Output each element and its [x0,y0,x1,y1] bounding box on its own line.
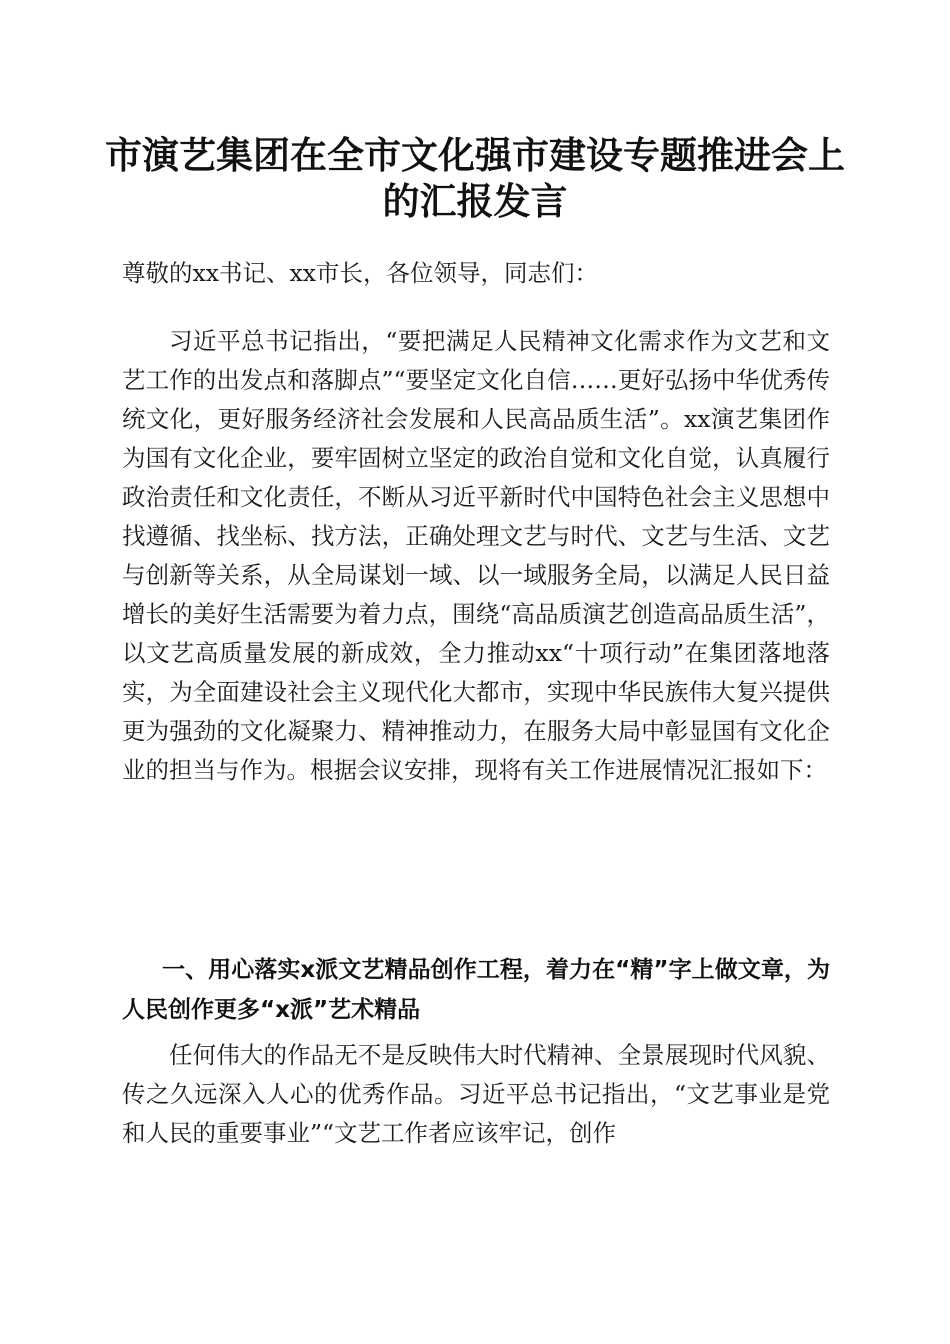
section-heading-1: 一、用心落实x派文艺精品创作工程，着力在“精”字上做文章，为人民创作更多“x派”艺术精品 [122,957,830,1023]
section-1-paragraph: 任何伟大的作品无不是反映伟大时代精神、全景展现时代风貌、传之久远深入人心的优秀作品。习近平总书记指出，“文艺事业是党和人民的重要事业”“文艺工作者应该牢记，创作 [122,1041,830,1147]
salutation: 尊敬的xx书记、xx市长，各位领导，同志们： [122,259,599,287]
document-title: 市演艺集团在全市文化强市建设专题推进会上的汇报发言 [105,133,845,223]
intro-paragraph: 习近平总书记指出，“要把满足人民精神文化需求作为文艺和文艺工作的出发点和落脚点”“要坚定文化自信……更好弘扬中华优秀传统文化，更好服务经济社会发展和人民高品质生活”。xx演艺集团作为国有文化企业，要牢固树立坚定的政治自觉和文化自觉，认真履行政治责任和文化责任，不断从习近平新时代中国特色社会主义思想中找遵循、找坐标、找方法，正确处理文艺与时代、文艺与生活、文艺与创新等关系，从全局谋划一域、以一域服务全局，以满足人民日益增长的美好生活需要为着力点，围绕“高品质演艺创造高品质生活”，以文艺高质量发展的新成效，全力推动xx“十项行动”在集团落地落实，为全面建设社会主义现代化大都市，实现中华民族伟大复兴提供更为强劲的文化凝聚力、精神推动力，在服务大局中彰显国有文化企业的担当与作为。根据会议安排，现将有关工作进展情况汇报如下： [122,327,830,784]
